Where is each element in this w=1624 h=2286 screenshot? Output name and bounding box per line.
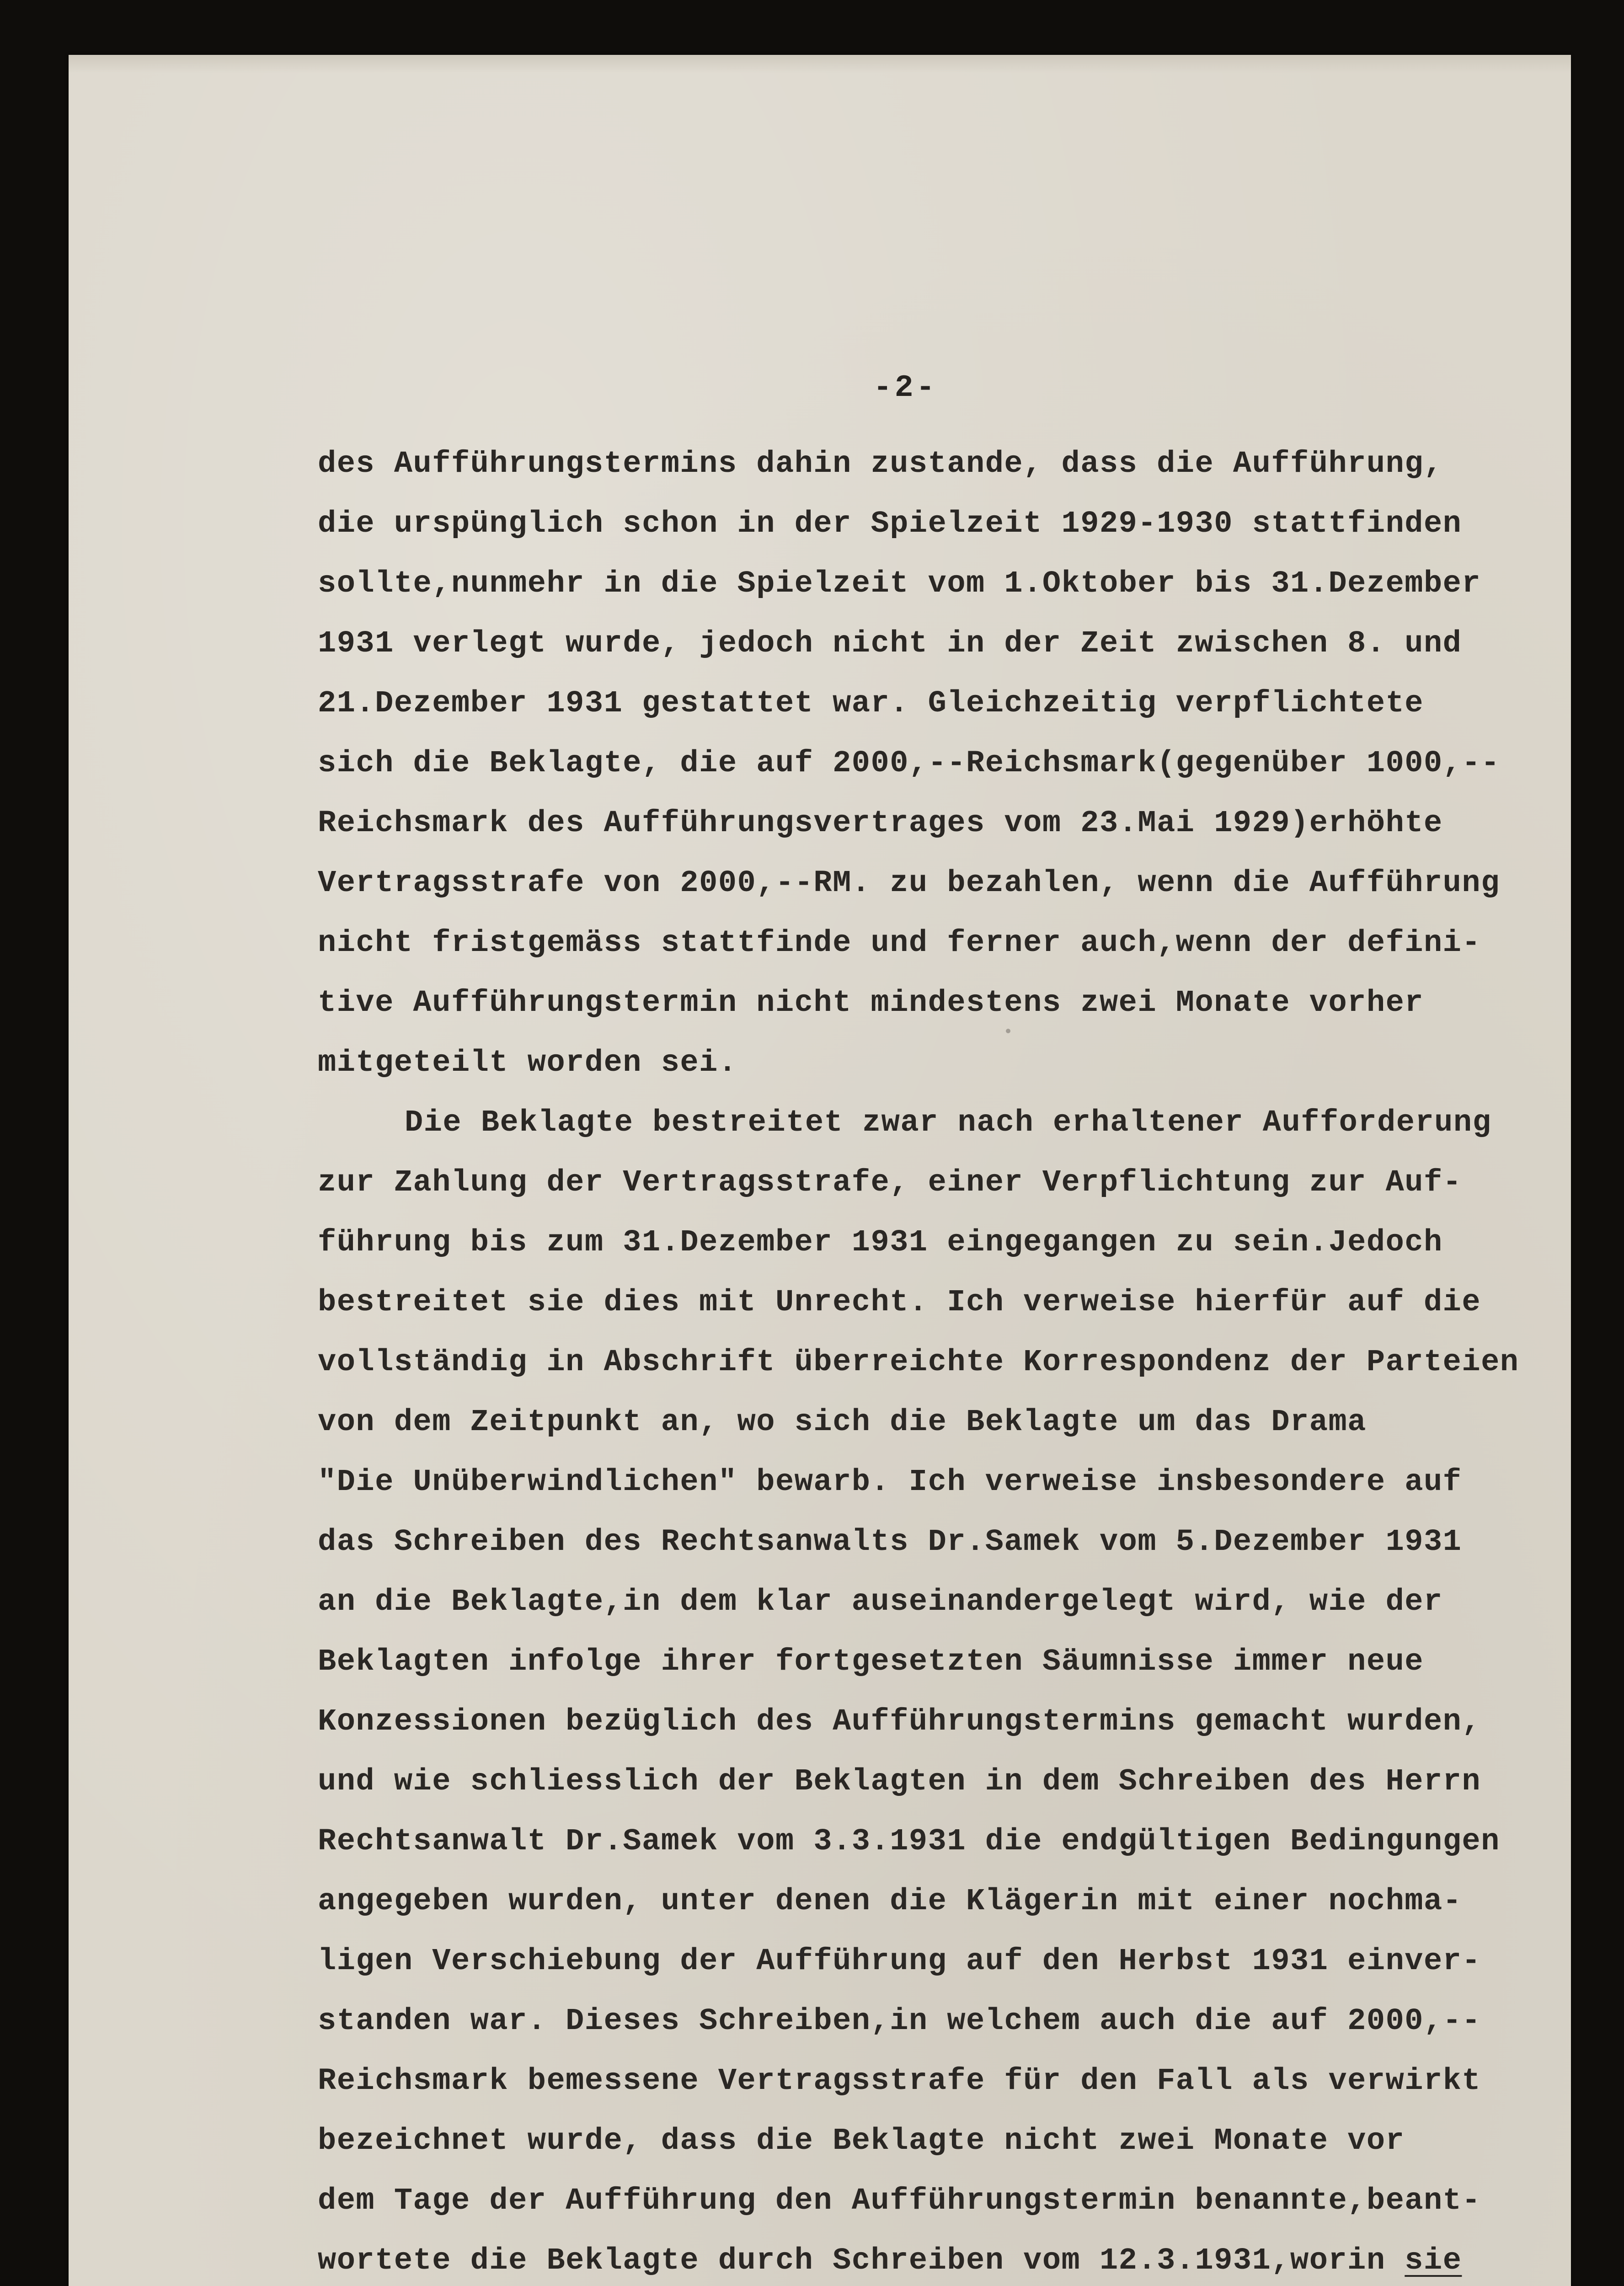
text-line: an die Beklagte,in dem klar auseinandergelegt wird, wie der [318,1585,1443,1619]
text-line: Reichsmark bemessene Vertragsstrafe für den Fall als verwirkt [318,2064,1481,2099]
text-line: mitgeteilt worden sei. [318,1046,737,1080]
text-line: von dem Zeitpunkt an, wo sich die Beklagte um das Drama [318,1405,1367,1440]
stamp-line [1237,187,1520,197]
paragraph-first-line: Die Beklagte bestreitet zwar nach erhaltener Aufforderung [405,1106,1492,1140]
text-line: Rechtsanwalt Dr.Samek vom 3.3.1931 die endgültigen Bedingungen [318,1824,1500,1859]
text-line: bezeichnet wurde, dass die Beklagte nicht zwei Monate vor [318,2124,1405,2158]
text-line: zur Zahlung der Vertragsstrafe, einer Verpflichtung zur Auf- [318,1165,1462,1200]
text-line: sich die Beklagte, die auf 2000,--Reichsmark(gegenüber 1000,-- [318,746,1500,781]
text-line: Reichsmark des Aufführungsvertrages vom 23.Mai 1929)erhöhte [318,806,1443,841]
text-line: Konzessionen bezüglich des Aufführungstermins gemacht wurden, [318,1704,1481,1739]
typewritten-body [318,434,1571,2286]
paper-edge [69,55,1571,73]
text-line: des Aufführungstermins dahin zustande, dass die Aufführung, [318,447,1443,481]
faded-stamp [1237,187,1525,343]
text-line: nicht fristgemäss stattfinde und ferner auch,wenn der defini- [318,926,1481,961]
text-line: vollständig in Abschrift überreichte Korrespondenz der Parteien [318,1345,1519,1380]
text-line: 21.Dezember 1931 gestattet war. Gleichzeitig verpflichtete [318,686,1424,721]
text-line: und wie schliesslich der Beklagten in dem Schreiben des Herrn [318,1764,1481,1799]
text-line: "Die Unüberwindlichen" bewarb. Ich verweise insbesondere auf [318,1465,1462,1500]
stamp-line [1237,187,1520,197]
text-line: dem Tage der Aufführung den Aufführungstermin benannte,beant- [318,2184,1481,2218]
text-line-last [318,2231,1571,2286]
text-line: sollte,nunmehr in die Spielzeit vom 1.Oktober bis 31.Dezember [318,566,1481,601]
text-line: 1931 verlegt wurde, jedoch nicht in der Zeit zwischen 8. und [318,626,1462,661]
text-line: das Schreiben des Rechtsanwalts Dr.Samek vom 5.Dezember 1931 [318,1525,1462,1560]
text-line: bestreitet sie dies mit Unrecht. Ich verweise hierfür auf die [318,1285,1481,1320]
text-line: Beklagten infolge ihrer fortgesetzten Säumnisse immer neue [318,1645,1424,1679]
document-page [69,55,1571,2286]
text-line: ligen Verschiebung der Aufführung auf den Herbst 1931 einver- [318,1944,1481,1979]
text-line: standen war. Dieses Schreiben,in welchem auch die auf 2000,-- [318,2004,1481,2039]
stamp-line [1237,187,1520,197]
text-line: die urspünglich schon in der Spielzeit 1929-1930 stattfinden [318,507,1462,541]
text-line: tive Aufführungstermin nicht mindestens zwei Monate vorher [318,986,1424,1020]
paper-speck [882,1234,886,1238]
page-number: -2- [873,370,938,406]
text-line-segment: wortete die Beklagte durch Schreiben vom 12.3.1931,worin [318,2243,1405,2278]
text-line: führung bis zum 31.Dezember 1931 eingegangen zu sein.Jedoch [318,1225,1443,1260]
underlined-word: sie [1405,2243,1462,2278]
text-line: angegeben wurden, unter denen die Klägerin mit einer nochma- [318,1884,1462,1919]
stamp-line [1237,187,1520,197]
paper-speck [1006,1029,1010,1033]
text-line: Vertragsstrafe von 2000,--RM. zu bezahlen, wenn die Aufführung [318,866,1500,901]
